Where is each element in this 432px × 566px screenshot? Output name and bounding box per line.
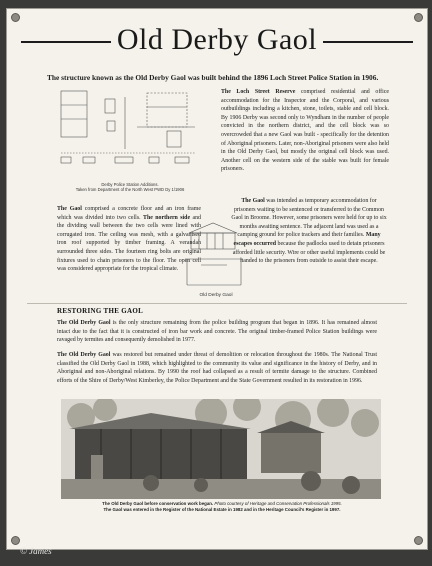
sketch-caption: Old Derby Gaol	[199, 293, 233, 298]
restoring-text-2: was restored but remained under threat of demolition or relocation throughout the 1980s. The National Trust classified the Old Derby Gaol in 1988, which highlighted to the community its value and significance in the history of Derby, and in Aboriginal and non-Aboriginal relations. By 1990 the roof had collapsed as a result of termite damage to the structure. Combined efforts of the Shire of Derby/West Kimberley, the Police Department and the State Government resulted in its restoration in 1996.	[57, 352, 377, 384]
gaol-text-2: and the dividing wall between the two cells were lined with corrugated iron. The ceiling was mesh, with a galvanised iron roof supported by timber framing. A verandah surrounded three sides. The fourteen ring bolts are original fixtures used to chain prisoners to the floor. The open cell was considered appropriate for the tropical climate.	[57, 214, 202, 273]
intended-text-2: because the padlocks used to detain prisoners afforded little security. Wire or other useful implements could be handed to the prisoners from outside to assist their escape.	[232, 240, 386, 265]
gaol-lead: The Gaol	[57, 206, 82, 212]
plan-caption-title: Derby Police Station Additions.	[101, 182, 159, 187]
plan-caption	[67, 182, 193, 192]
page-title: Old Derby Gaol	[116, 23, 318, 56]
loch-street-paragraph	[221, 88, 389, 174]
gaol-construction-paragraph	[57, 205, 201, 274]
restoring-lead-1: The Old Derby Gaol	[57, 320, 111, 326]
subtitle: The structure known as the Old Derby Gaol was built behind the 1896 Loch Street Police Station in 1906.	[47, 73, 379, 82]
intended-text-1: was intended as temporary accommodation for prisoners waiting to be sentenced or transferred to the Common Gaol in Broome. However, some prisoners were held for up to six months awaiting sentence. The adjacent land was used as a camping ground for police trackers and their families.	[231, 198, 387, 239]
gaol-lead-2: The northern side	[143, 214, 191, 221]
restoring-heading: RESTORING THE GAOL	[57, 307, 144, 315]
loch-text: comprised residential and office accommodation for the Inspector and the Corporal, and various outbuildings including a kitchen, stone, toilets, stable and cell block. By 1906 Derby was second only to Wyndham in the number of people convicted in the northern district, and the cell block was so overcrowded that a new Gaol was built - specifically for the detention of Aboriginal prisoners. Later, non-Aboriginal prisoners were also held in the Old Derby Gaol, but mostly the original cell block was used. Another cell on the western side of the stable was built for female prisoners.	[221, 89, 389, 173]
title-area	[7, 21, 427, 61]
temporary-accommodation-paragraph	[231, 197, 387, 266]
restoring-paragraph-1	[57, 319, 377, 345]
gaol-photograph	[61, 399, 381, 499]
restoring-lead-2: The Old Derby Gaol	[57, 352, 111, 358]
plan-caption-source: Taken from Department of the North West PWD Dy 1/1906	[75, 187, 185, 192]
photo-caption-bold: The Old Derby Gaol before conservation work began.	[102, 501, 214, 506]
photo-caption-credit: Photo courtesy of Heritage and Conservation Professionals 1995.	[213, 501, 342, 506]
photo-caption	[67, 501, 377, 513]
section-divider	[27, 303, 407, 304]
sign-board	[6, 8, 428, 550]
intended-lead: The Gaol	[241, 198, 265, 204]
watermark: © James	[20, 546, 52, 556]
screw-icon	[414, 536, 423, 545]
site-plan-drawing	[55, 87, 205, 177]
restoring-paragraph-2	[57, 351, 377, 385]
gaol-text-1: comprised a concrete floor and an iron frame which was divided into two cells.	[57, 206, 201, 221]
escapes-lead: Many escapes occurred	[233, 232, 381, 247]
screw-icon	[11, 536, 20, 545]
photo-caption-register: The Gaol was entered in the Register of the National Estate in 1982 and in the Heritage Council's Register in 1997.	[103, 507, 341, 512]
restoring-text-1: is the only structure remaining from the police building program that began in 1896. It has remained almost intact due to the fact that it is constructed of iron bar work and concrete. The original timber-framed Police Station buildings were ravaged by termites and consequently demolished in 1977.	[57, 320, 377, 344]
loch-lead: The Loch Street Reserve	[221, 89, 296, 95]
